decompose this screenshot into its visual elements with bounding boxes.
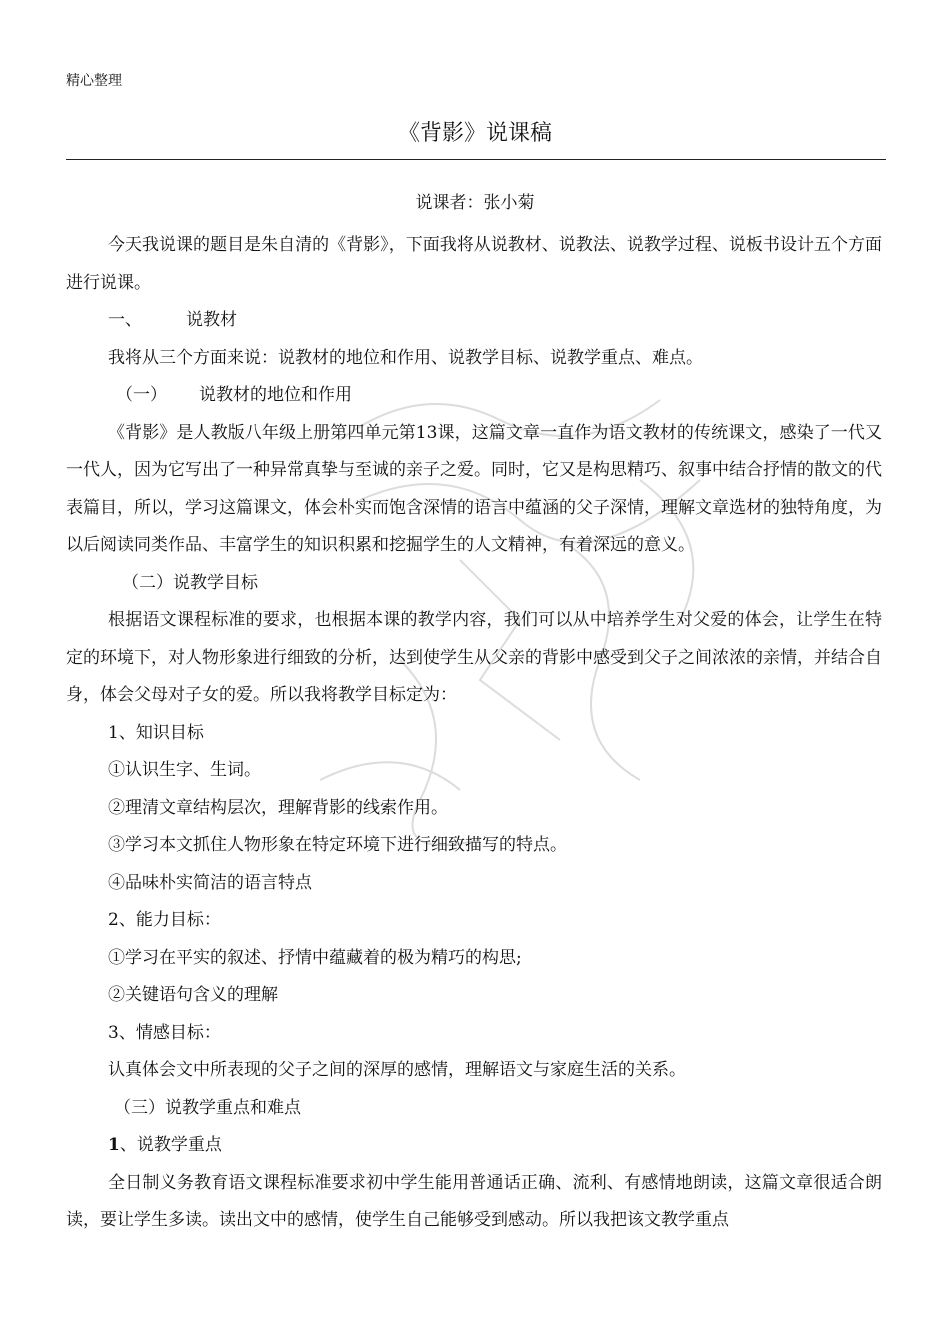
header-note: 精心整理 bbox=[66, 73, 122, 89]
subsection-1-number: （一） bbox=[116, 385, 167, 405]
subsection-2-text: 根据语文课程标准的要求，也根据本课的教学内容，我们可以从中培养学生对父爱的体会，让学生在特定的环境下，对人物形象进行细致的分析，达到使学生从父亲的背影中感受到父子之间浓浓的亲情，并结合自身，体会父母对子女的爱。所以我将教学目标定为： bbox=[66, 610, 882, 705]
key-point-number: 1 bbox=[108, 1135, 120, 1155]
goal-1-title: 1、知识目标 bbox=[108, 722, 204, 743]
title-divider bbox=[66, 159, 886, 160]
speaker-line: 说课者：张小菊 bbox=[415, 193, 535, 213]
key-point-title: 、说教学重点 bbox=[119, 1135, 222, 1155]
goal-2-item: ①学习在平实的叙述、抒情中蕴藏着的极为精巧的构思; bbox=[108, 947, 522, 968]
document-body bbox=[66, 227, 882, 1240]
goal-1-item: ③学习本文抓住人物形象在特定环境下进行细致描写的特点。 bbox=[108, 835, 567, 855]
intro-paragraph: 今天我说课的题目是朱自清的《背影》，下面我将从说教材、说教法、说教学过程、说板书设计五个方面进行说课。 bbox=[66, 235, 882, 293]
section-1-title: 说教材 bbox=[186, 310, 237, 330]
key-point-heading bbox=[108, 1127, 882, 1165]
section-1-heading bbox=[108, 302, 882, 340]
page-title: 《背影》说课稿 bbox=[397, 121, 552, 146]
key-point-text: 全日制义务教育语文课程标准要求初中学生能用普通话正确、流利、有感情地朗读，这篇文章很适合朗读，要让学生多读。读出文中的感情，使学生自己能够受到感动。所以我把该文教学重点 bbox=[66, 1172, 882, 1230]
section-1-intro: 我将从三个方面来说：说教材的地位和作用、说教学目标、说教学重点、难点。 bbox=[108, 347, 703, 368]
goal-3-title: 3、情感目标： bbox=[108, 1022, 221, 1043]
goal-1-item: ①认识生字、生词。 bbox=[108, 760, 261, 780]
goal-2-item: ②关键语句含义的理解 bbox=[108, 985, 278, 1005]
goal-1-item: ②理清文章结构层次，理解背影的线索作用。 bbox=[108, 797, 448, 818]
subsection-2-heading: （二）说教学目标 bbox=[122, 572, 258, 593]
subsection-1-title: 说教材的地位和作用 bbox=[199, 385, 352, 405]
goal-1-item: ④品味朴实简洁的语言特点 bbox=[108, 872, 312, 893]
subsection-1-text: 《背影》是人教版八年级上册第四单元第13课，这篇文章一直作为语文教材的传统课文，感染了一代又一代人，因为它写出了一种异常真挚与至诚的亲子之爱。同时，它又是构思精巧、叙事中结合抒情的散文的代表篇目，所以，学习这篇课文，体会朴实而饱含深情的语言中蕴涵的父子深情，理解文章选材的独特角度，为以后阅读同类作品、丰富学生的知识积累和挖掘学生的人文精神，有着深远的意义。 bbox=[66, 422, 882, 555]
section-1-number: 一、 bbox=[108, 310, 142, 330]
subsection-3-heading: （三）说教学重点和难点 bbox=[114, 1097, 301, 1118]
goal-2-title: 2、能力目标： bbox=[108, 910, 221, 930]
subsection-1-heading bbox=[116, 377, 882, 415]
goal-3-text: 认真体会文中所表现的父子之间的深厚的感情，理解语文与家庭生活的关系。 bbox=[108, 1060, 686, 1080]
